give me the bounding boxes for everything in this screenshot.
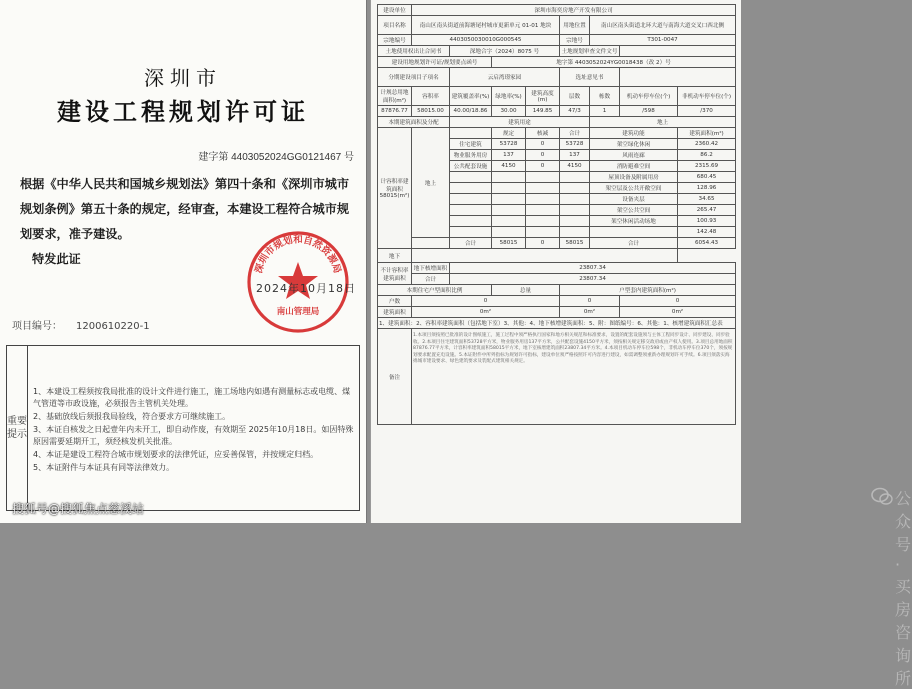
area-cell [492, 194, 526, 205]
parcel-no-label: 宗地号 [560, 35, 590, 46]
below-value: 23807.34 [450, 263, 736, 274]
area-cell: 34.65 [678, 194, 736, 205]
area-cell: 住宅建筑 [450, 139, 492, 150]
units-col-head: 总量 [492, 285, 560, 296]
land-permit-value: 地字第 4403052024YG0018438（改 2）号 [492, 57, 736, 68]
above-empty [412, 238, 450, 249]
seal-subtext: 南山管理局 [276, 307, 320, 317]
area-cell: 86.2 [678, 150, 736, 161]
location-value: 南山区南头街道北环大道与南海大道交叉口西北侧 [590, 16, 736, 35]
sum-value: 58015 [560, 238, 590, 249]
area-cell [450, 172, 492, 183]
parcel-code-value: 4403050030010G000545 [412, 35, 560, 46]
permit-number: 建字第 4403052024GG0121467 号 [198, 152, 354, 163]
units-cell: 0m² [620, 307, 736, 318]
site-opinion-value [620, 68, 736, 87]
area-cell [560, 194, 590, 205]
remarks-text: 1.本项目须按照已批准的设计图纸施工，施工过程中须严格执行国家和地方相关规范和标准要求，设置的配套设施须与主体工程同步设计、同步建设、同步验收。2.本项目住宅建筑面积53728平方米，物业服务用房137平方米，公共配套设施4150平方米，须按相关规定移交政府或由产权人使用。3.项目总用地面积87876.77平方米，计容积率建筑面积58015平方米，地下室核增建筑面积23807.34平方米。4.本项目机动车停车位598个，非机动车停车位370个，须按规划要求配置充电设施。5.本证附件中所列指标为规划许可指标，建设单位须严格按照许可内容进行建设，如需调整须重新办理规划许可手续。6.项目须落实海绵城市建设要求、绿色建筑要求及装配式建筑相关规定。 [412, 329, 736, 425]
permit-title: 建设工程规划许可证 [57, 98, 309, 126]
watermark-left: 搜狐号@搜狐焦点慈溪站 [12, 502, 145, 516]
area-cell [450, 183, 492, 194]
area-col-head: 合计 [560, 128, 590, 139]
metric-head: 层数 [560, 87, 590, 106]
area-cell: 0 [526, 139, 560, 150]
area-cell [492, 172, 526, 183]
metric-value: 30.00 [492, 106, 526, 117]
units-title: 本期住宅户型面积比例 [378, 285, 492, 296]
area-col-empty [450, 128, 492, 139]
sum-label: 合计 [450, 238, 492, 249]
area-cell: 架空公共空间 [590, 205, 678, 216]
area-cell: 4150 [492, 161, 526, 172]
metric-head: 建筑高度(m) [526, 87, 560, 106]
units-cell: 0 [412, 296, 560, 307]
units-cell: 0m² [560, 307, 620, 318]
note-item: 3、本证自核发之日起壹年内未开工，即自动作废，有效期至 2025年10月18日。如因特殊原因需要延期开工，须经核发机关批准。 [33, 425, 354, 446]
metric-value: /370 [678, 106, 736, 117]
unit-value: 深圳市海奕房地产开发有限公司 [412, 5, 736, 16]
area-cell: 680.45 [678, 172, 736, 183]
unit-label: 建设单位 [378, 5, 412, 16]
area-cell: 142.48 [678, 227, 736, 238]
permit-special: 特发此证 [32, 252, 81, 266]
wechat-icon [871, 486, 893, 506]
land-contract-label: 土地使用权出让合同书 [378, 46, 450, 57]
area-cell [492, 216, 526, 227]
area-cell [560, 227, 590, 238]
watermark-right: 公众号 · 买房咨询所 [895, 489, 912, 688]
permit-front-page [0, 0, 367, 523]
area-cell: 2360.42 [678, 139, 736, 150]
area-cell: 公共配套设施 [450, 161, 492, 172]
area-cell: 2315.69 [678, 161, 736, 172]
area-cell: 100.93 [678, 216, 736, 227]
metric-head: 非机动车停车位(个) [678, 87, 736, 106]
area-cell: 消防避难空间 [590, 161, 678, 172]
units-cell: 0 [560, 296, 620, 307]
sum-value: 6054.43 [678, 238, 736, 249]
issue-date: 2024年10月18日 [256, 282, 356, 295]
area-cell [526, 183, 560, 194]
area-cell [526, 194, 560, 205]
area-cell: 0 [526, 161, 560, 172]
land-permit-label: 建设用地规划许可证/规划要点函号 [378, 57, 492, 68]
sum-value: 58015 [492, 238, 526, 249]
metric-head: 计规总用地面积(m²) [378, 87, 412, 106]
review-file-value [620, 46, 736, 57]
project-number-value: 1200610220-1 [76, 321, 150, 332]
units-note: 1、建筑面积：2、容积率建筑面积（包括地下室）3、其他：4、地下核增建筑面积：5、附：图纸编号：6、其他：1、核增建筑面积汇总表 [378, 318, 736, 329]
sum-value: 0 [526, 238, 560, 249]
metric-value: 87876.77 [378, 106, 412, 117]
area-col-head: 核减 [526, 128, 560, 139]
area-cell [560, 216, 590, 227]
area-cell: 屋顶设备及附属用房 [590, 172, 678, 183]
area-cell [590, 227, 678, 238]
parcel-no-value: T301-0047 [590, 35, 736, 46]
note-item: 4、本证是建设工程符合城市规划要求的法律凭证，应妥善保管，并按规定归档。 [33, 450, 319, 459]
remarks-label: 备注 [378, 329, 412, 425]
permit-city: 深圳市 [144, 66, 222, 90]
project-number-label: 项目编号： [12, 321, 62, 332]
area-col-head: 建筑面积(m²) [678, 128, 736, 139]
area-cell: 物业服务用房 [450, 150, 492, 161]
metric-head: 容积率 [412, 87, 450, 106]
area-cell: 架空层及公共开敞空间 [590, 183, 678, 194]
sub-project-value: 云启湾璟家园 [450, 68, 560, 87]
area-col-head: 建筑功能 [590, 128, 678, 139]
below-function: 地下核增面积 [412, 263, 450, 274]
project-number [12, 317, 150, 332]
permit-legal-basis: 根据《中华人民共和国城乡规划法》第四十条和《深圳市城市规划条例》第五十条的规定，经审查，本建设工程符合城市规划要求，准予建设。 [20, 177, 350, 241]
area-cell: 128.96 [678, 183, 736, 194]
annex-table [377, 4, 736, 425]
area-cell: 架空绿化休闲 [590, 139, 678, 150]
area-cell [450, 194, 492, 205]
metric-value: 47/3 [560, 106, 590, 117]
area-cell [492, 183, 526, 194]
above-label: 地上 [412, 128, 450, 238]
site-opinion-label: 选址意见书 [560, 68, 620, 87]
review-file-label: 土地规划审查文件文号 [560, 46, 620, 57]
units-cell: 0m² [412, 307, 560, 318]
area-cell: 265.47 [678, 205, 736, 216]
area-above-head: 地上 [590, 117, 736, 128]
left-group-label: 计容积率建筑面积 58015(m²) [378, 128, 412, 249]
area-cell [560, 172, 590, 183]
non-total-value: 23807.34 [450, 274, 736, 285]
area-cell [450, 205, 492, 216]
important-notes-box [6, 345, 360, 511]
metric-head: 绿地率(%) [492, 87, 526, 106]
metric-value: /598 [620, 106, 678, 117]
project-name-label: 项目名称 [378, 16, 412, 35]
below-label: 地下 [378, 249, 412, 263]
area-cell [492, 205, 526, 216]
permit-annex-page [370, 0, 912, 688]
important-notes-list [33, 386, 355, 475]
metric-head: 建筑覆盖率(%) [450, 87, 492, 106]
non-far-label: 不计容积率建筑面积 [378, 263, 412, 285]
area-cell: 设备夹层 [590, 194, 678, 205]
area-cell [492, 227, 526, 238]
metric-value: 1 [590, 106, 620, 117]
metric-value: 58015.00 [412, 106, 450, 117]
units-cell: 0 [620, 296, 736, 307]
non-total-label: 合计 [412, 274, 450, 285]
below-row-empty [412, 249, 678, 263]
area-cell: 4150 [560, 161, 590, 172]
sum-value: 合计 [590, 238, 678, 249]
area-cell: 风雨连廊 [590, 150, 678, 161]
seal-text: 深圳市规划和自然资源局 [253, 234, 343, 275]
area-cell: 53728 [560, 139, 590, 150]
sub-project-label: 分期建设项目子项名 [378, 68, 450, 87]
metric-head: 机动车停车位(个) [620, 87, 678, 106]
units-col-head: 户型套内建筑面积(m²) [560, 285, 736, 296]
area-cell [526, 216, 560, 227]
area-cell [560, 205, 590, 216]
area-type-head: 建筑用途 [450, 117, 590, 128]
area-cell: 架空休闲活动场地 [590, 216, 678, 227]
area-cell [526, 227, 560, 238]
area-cell [450, 227, 492, 238]
project-name-value: 南山区南头街道前海塘尾村城市更新单元 01-01 地块 [412, 16, 560, 35]
metric-head: 栋数 [590, 87, 620, 106]
area-cell [526, 205, 560, 216]
area-cell [560, 183, 590, 194]
units-cell: 建筑面积 [378, 307, 412, 318]
parcel-code-label: 宗地编号 [378, 35, 412, 46]
metric-value: 149.85 [526, 106, 560, 117]
important-notes-label: 重要提示 [7, 346, 28, 510]
location-label: 用地位置 [560, 16, 590, 35]
area-cell: 137 [560, 150, 590, 161]
area-cell: 137 [492, 150, 526, 161]
note-item: 1、本建设工程须按我局批准的设计文件进行施工，施工场地内如遇有测量标志或电缆、煤气管道等市政设施，必须报告主管机关处理。 [33, 387, 351, 408]
area-title: 本期建筑面积及分配 [378, 117, 450, 128]
area-cell [526, 172, 560, 183]
area-cell: 53728 [492, 139, 526, 150]
area-cell: 0 [526, 150, 560, 161]
note-item: 2、基础放线后须报我局验线，符合要求方可继续施工。 [33, 412, 231, 421]
metric-value: 40.00/18.86 [450, 106, 492, 117]
area-cell [450, 216, 492, 227]
note-item: 5、本证附件与本证具有同等法律效力。 [33, 463, 175, 472]
area-col-head: 规定 [492, 128, 526, 139]
units-cell: 户数 [378, 296, 412, 307]
land-contract-value: 深地合字（2024）8075 号 [450, 46, 560, 57]
